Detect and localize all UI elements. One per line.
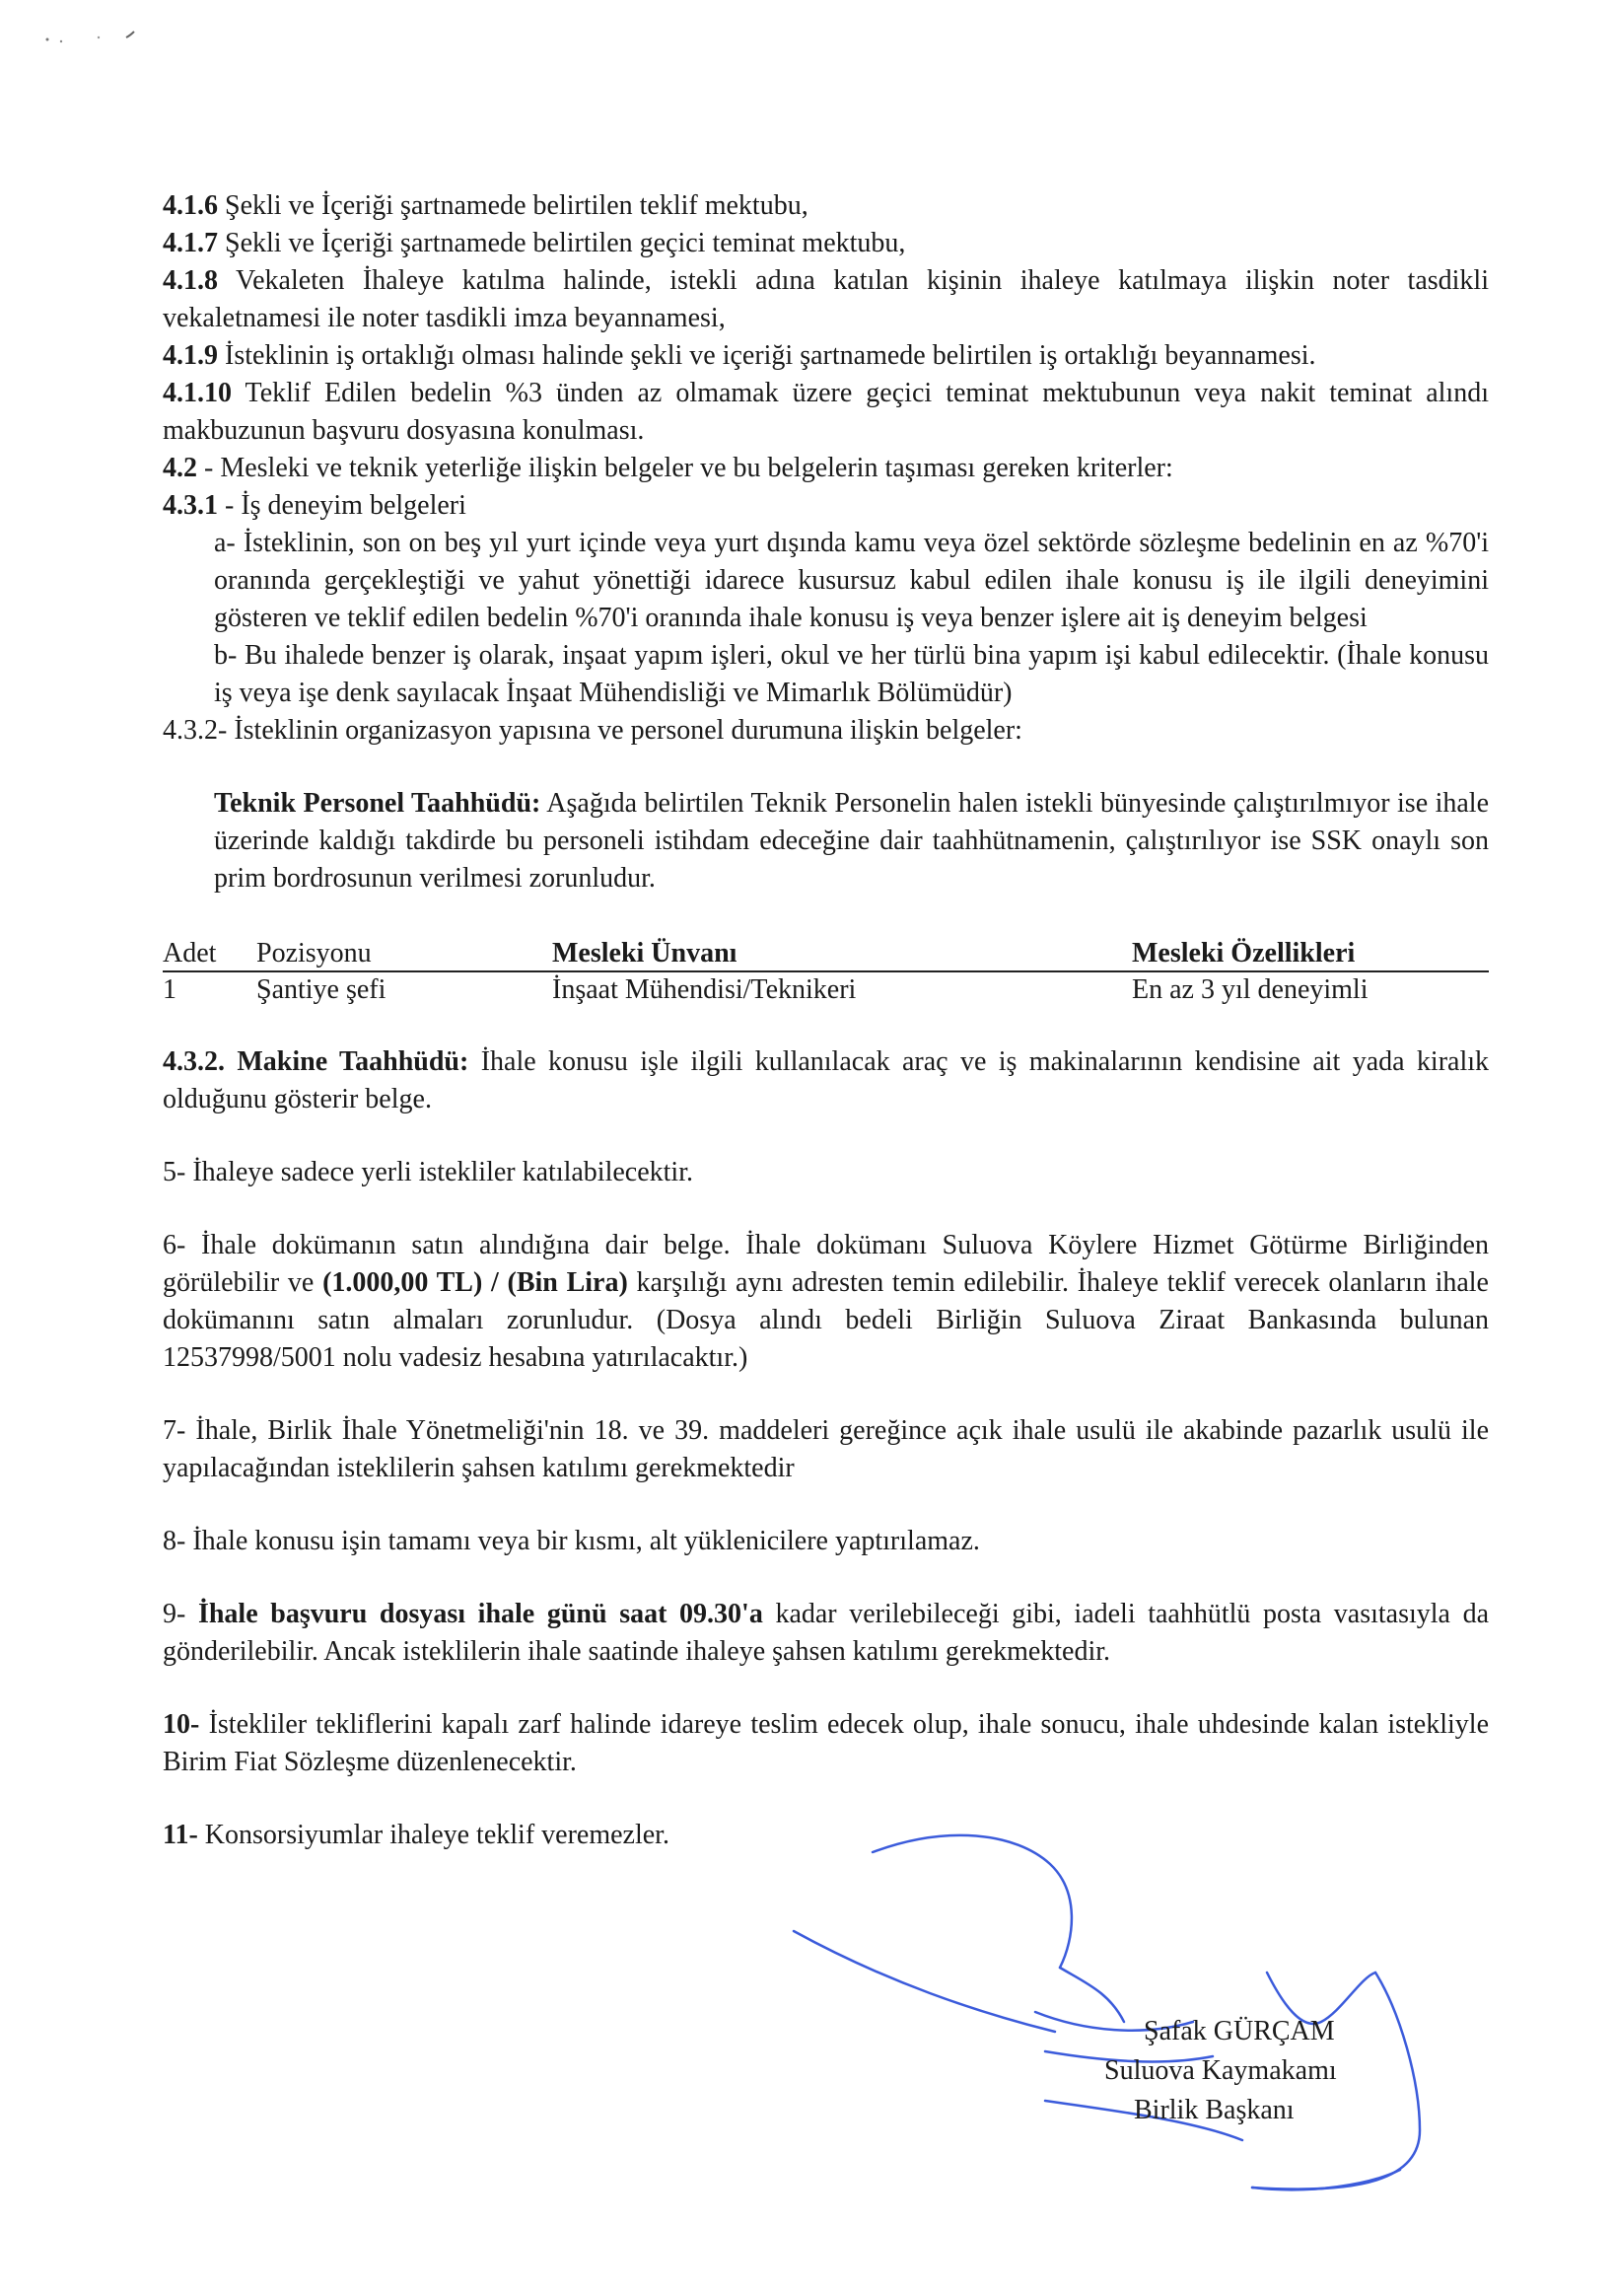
clause-4-3-1-b: b- Bu ihalede benzer iş olarak, inşaat yapım işleri, okul ve her türlü bina yapım işi kabul edilecektir. (İhale konusu iş veya işe denk sayılacak İnşaat Mühendisliği ve Mimarlık Bölümüdür) [214,640,1490,708]
signatory-title: Suluova Kaymakamı [1104,2055,1337,2086]
clause-4-2: 4.2 - Mesleki ve teknik yeterliğe ilişkin belgeler ve bu belgelerin taşıması gereken kriterler: [163,453,1173,483]
item-5: 5- İhaleye sadece yerli istekliler katılabilecektir. [163,1157,693,1187]
spacer [163,750,1489,785]
spacer [163,1560,1489,1596]
table-header: Mesleki Özellikleri [1132,937,1489,971]
item-9: 9- İhale başvuru dosyası ihale günü saat 09.30'a kadar verilebileceği gibi, iadeli taahhütlü posta vasıtasıyla da gönderilebilir. Ancak isteklilerin ihale saatinde ihaleye şahsen katılımı gerekmektedir. [163,1599,1490,1667]
table-header: Adet [163,937,256,971]
table-cell: İnşaat Mühendisi/Teknikeri [552,974,857,1005]
signatory-name: Şafak GÜRÇAM [1144,2016,1335,2046]
personnel-heading: Teknik Personel Taahhüdü: [214,788,541,819]
spacer [163,1191,1489,1227]
item-7: 7- İhale, Birlik İhale Yönetmeliği'nin 18. ve 39. maddeleri gereğince açık ihale usulü ile akabinde pazarlık usulü ile yapılacağından isteklilerin şahsen katılımı gerekmektedir [163,1415,1490,1483]
table-header: Pozisyonu [256,937,552,971]
clause-4-1-10: 4.1.10 Teklif Edilen bedelin %3 ünden az olmamak üzere geçici teminat mektubunun veya nakit teminat alındı makbuzunun başvuru dosyasına konulması. [163,378,1489,446]
personnel-table [163,937,1489,1008]
spacer [163,1377,1489,1412]
table-header: Mesleki Ünvanı [552,937,1132,971]
clause-4-1-6: 4.1.6 Şekli ve İçeriği şartnamede belirtilen teklif mektubu, [163,190,808,221]
clause-4-1-9: 4.1.9 İsteklinin iş ortaklığı olması halinde şekli ve içeriği şartnamede belirtilen iş ortaklığı beyannamesi. [163,340,1316,371]
spacer [163,1671,1489,1706]
item-11: 11- Konsorsiyumlar ihaleye teklif veremezler. [163,1820,669,1850]
document-body [163,187,1489,1854]
scan-artifact [39,20,158,49]
spacer [163,897,1489,937]
table-cell: 1 [163,974,176,1005]
spacer [163,1781,1489,1817]
spacer [163,1118,1489,1154]
clause-4-3-2: 4.3.2- İsteklinin organizasyon yapısına ve personel durumuna ilişkin belgeler: [163,715,1022,746]
personnel-commitment: Teknik Personel Taahhüdü: Aşağıda belirtilen Teknik Personelin halen istekli bünyesinde çalıştırılmıyor ise ihale üzerinde kaldığı takdirde bu personeli istihdam edeceğine dair taahhütnamenin, çalıştırılıyor ise SSK onaylı son prim bordrosunun verilmesi zorunludur. [214,788,1489,894]
spacer [163,1487,1489,1523]
item-6: 6- İhale dokümanın satın alındığına dair belge. İhale dokümanı Suluova Köylere Hizmet Götürme Birliğinden görülebilir ve (1.000,00 TL) / (Bin Lira) karşılığı aynı adresten temin edilebilir. İhaleye teklif verecek olanların ihale dokümanını satın almaları zorunludur. (Dosya alındı bedeli Birliğin Suluova Ziraat Bankasında bulunan 12537998/5001 nolu vadesiz hesabına yatırılacaktır.) [163,1230,1489,1373]
machine-commitment: 4.3.2. Makine Taahhüdü: İhale konusu işle ilgili kullanılacak araç ve iş makinalarının kendisine ait yada kiralık olduğunu gösterir belge. [163,1046,1490,1114]
spacer [163,1008,1489,1043]
item-8: 8- İhale konusu işin tamamı veya bir kısmı, alt yüklenicilere yaptırılamaz. [163,1526,980,1556]
table-cell: En az 3 yıl deneyimli [1132,974,1369,1005]
clause-4-3-1: 4.3.1 - İş deneyim belgeleri [163,490,466,521]
table-cell: Şantiye şefi [256,974,386,1005]
clause-4-3-1-a: a- İsteklinin, son on beş yıl yurt içinde veya yurt dışında kamu veya özel sektörde sözleşme bedelinin en az %70'i oranında gerçekleştiği ve yahut yönettiği idarece kusursuz kabul edilen ihale konusu iş ile ilgili deneyimini gösteren ve teklif edilen bedelin %70'i oranında ihale konusu iş veya benzer işlere ait iş deneyim belgesi [214,528,1490,633]
clause-4-1-7: 4.1.7 Şekli ve İçeriği şartnamede belirtilen geçici teminat mektubu, [163,228,906,258]
signature-block [1104,2012,1439,2130]
table-header-row [163,937,1489,971]
clause-4-1-8: 4.1.8 Vekaleten İhaleye katılma halinde, istekli adına katılan kişinin ihaleye katılmaya ilişkin noter tasdikli vekaletnamesi ile noter tasdikli imza beyannamesi, [163,265,1489,333]
signatory-role: Birlik Başkanı [1134,2095,1295,2125]
table-row [163,971,1489,1008]
item-10: 10- İstekliler tekliflerini kapalı zarf halinde idareye teslim edecek olup, ihale sonucu, ihale uhdesinde kalan istekliyle Birim Fiat Sözleşme düzenlenecektir. [163,1709,1489,1777]
